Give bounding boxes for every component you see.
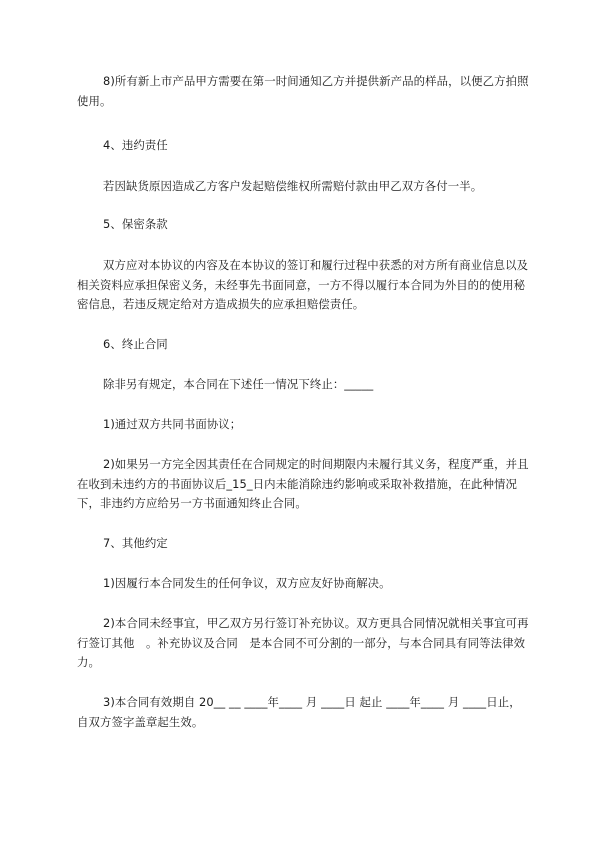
section-6-item-1: 1)通过双方共同书面协议； bbox=[103, 417, 242, 431]
section-7-heading: 7、其他约定 bbox=[103, 536, 168, 550]
section-5-text: 双方应对本协议的内容及在本协议的签订和履行过程中获悉的对方所有商业信息以及相关资料应承担保密义务，未经事先书面同意，一方不得以履行本合同为外目的的使用秘密信息，若违反规定给对方造成损失的应承担赔偿责任。 bbox=[77, 258, 529, 311]
section-4-text: 若因缺货原因造成乙方客户发起赔偿维权所需赔付款由甲乙双方各付一半。 bbox=[103, 179, 483, 193]
section-7-item-1: 1)因履行本合同发生的任何争议，双方应友好协商解决。 bbox=[103, 576, 391, 590]
section-6-heading: 6、终止合同 bbox=[103, 337, 168, 351]
section-7-item-2: 2)本合同未经事宜，甲乙双方另行签订补充协议。双方更具合同情况就相关事宜可再行签订其他 。补充协议及合同 是本合同不可分割的一部分，与本合同具有同等法律效力。 bbox=[77, 616, 529, 669]
clause-8: 8)所有新上市产品甲方需要在第一时间通知乙方并提供新产品的样品，以便乙方拍照使用。 bbox=[77, 74, 529, 108]
section-6-item-2: 2)如果另一方完全因其责任在合同规定的时间期限内未履行其义务，程度严重，并且在收到未违约方的书面协议后_15_日内未能消除违约影响或采取补救措施，在此种情况下，非违约方应给另一方书面通知终止合同。 bbox=[77, 457, 529, 510]
section-6-intro: 除非另有规定，本合同在下述任一情况下终止：_____ bbox=[103, 377, 374, 391]
section-5-heading: 5、保密条款 bbox=[103, 217, 168, 231]
section-4-heading: 4、违约责任 bbox=[103, 138, 168, 152]
section-7-item-3: 3)本合同有效期自 20__ __ ____年____ 月 ____日 起止 ____年____ 月 ____日止，自双方签字盖章起生效。 bbox=[77, 695, 521, 729]
